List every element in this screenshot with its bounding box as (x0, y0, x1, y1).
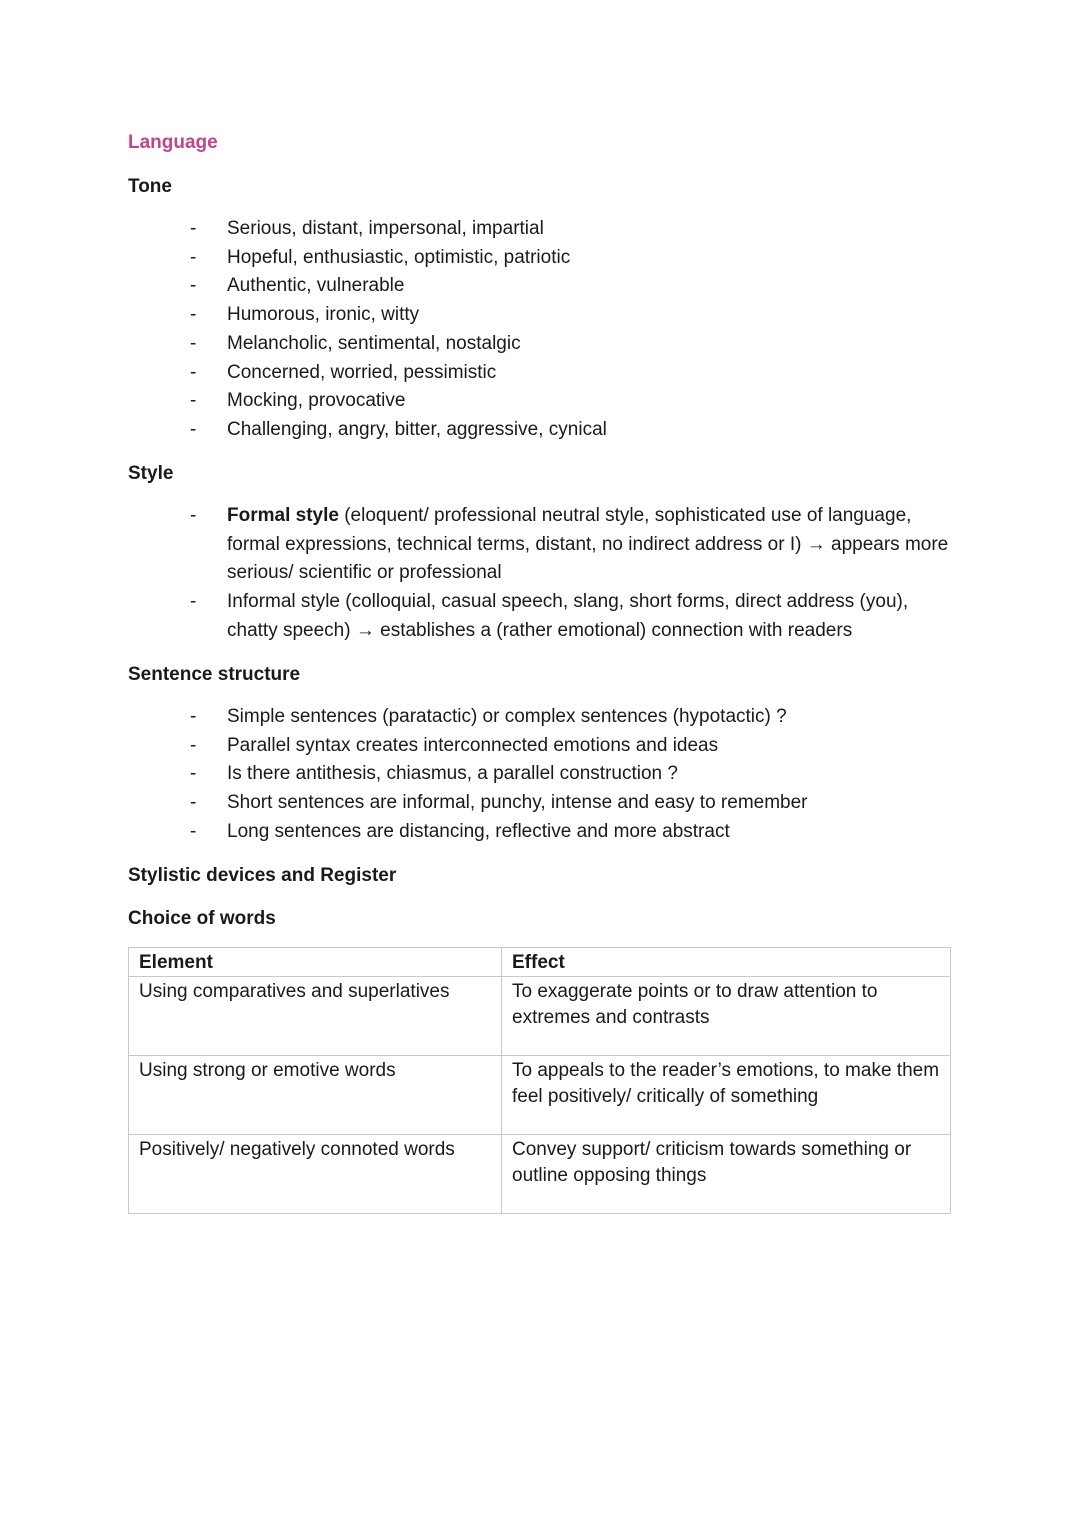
list-item: - Long sentences are distancing, reflective and more abstract (190, 818, 960, 847)
list-item-informal: - Informal style (colloquial, casual speech, slang, short forms, direct address (you), chatty speech) → establishes a (rather emotional) connection with readers (190, 588, 960, 645)
list-item: - Parallel syntax creates interconnected emotions and ideas (190, 732, 960, 761)
sentence-structure-list (190, 703, 960, 847)
list-item: - Humorous, ironic, witty (190, 301, 960, 330)
style-list (190, 502, 960, 646)
list-item: - Is there antithesis, chiasmus, a parallel construction ? (190, 760, 960, 789)
list-item: - Melancholic, sentimental, nostalgic (190, 330, 960, 359)
list-item: - Serious, distant, impersonal, impartial (190, 215, 960, 244)
style-heading: Style (128, 463, 174, 484)
cell-element: Positively/ negatively connoted words (129, 1135, 502, 1214)
column-header-effect: Effect (502, 948, 951, 977)
cell-effect: To appeals to the reader’s emotions, to make them feel positively/ critically of something (502, 1056, 951, 1135)
table-header-row (129, 948, 951, 977)
column-header-element: Element (129, 948, 502, 977)
formal-style-label: Formal style (227, 505, 339, 526)
list-item: - Mocking, provocative (190, 387, 960, 416)
cell-effect: Convey support/ criticism towards something or outline opposing things (502, 1135, 951, 1214)
list-item: - Concerned, worried, pessimistic (190, 359, 960, 388)
table-row (129, 977, 951, 1056)
choice-of-words-table (128, 947, 951, 1214)
list-item: - Challenging, angry, bitter, aggressive, cynical (190, 416, 960, 445)
table-row (129, 1135, 951, 1214)
choice-of-words-heading: Choice of words (128, 908, 276, 929)
list-item-formal (190, 502, 960, 588)
cell-effect: To exaggerate points or to draw attention to extremes and contrasts (502, 977, 951, 1056)
list-item: - Hopeful, enthusiastic, optimistic, patriotic (190, 244, 960, 273)
table-row (129, 1056, 951, 1135)
section-title: Language (128, 132, 218, 153)
list-item: - Simple sentences (paratactic) or complex sentences (hypotactic) ? (190, 703, 960, 732)
list-item: - Short sentences are informal, punchy, intense and easy to remember (190, 789, 960, 818)
formal-style-text: (eloquent/ professional neutral style, sophisticated use of language, formal expressions, technical terms, distant, no indirect address or I) → appears more serious/ scientific or professional (227, 505, 949, 584)
list-item: - Authentic, vulnerable (190, 272, 960, 301)
tone-list (190, 215, 960, 445)
tone-heading: Tone (128, 176, 172, 197)
cell-element: Using comparatives and superlatives (129, 977, 502, 1056)
sentence-structure-heading: Sentence structure (128, 664, 301, 685)
stylistic-devices-heading: Stylistic devices and Register (128, 865, 397, 886)
cell-element: Using strong or emotive words (129, 1056, 502, 1135)
